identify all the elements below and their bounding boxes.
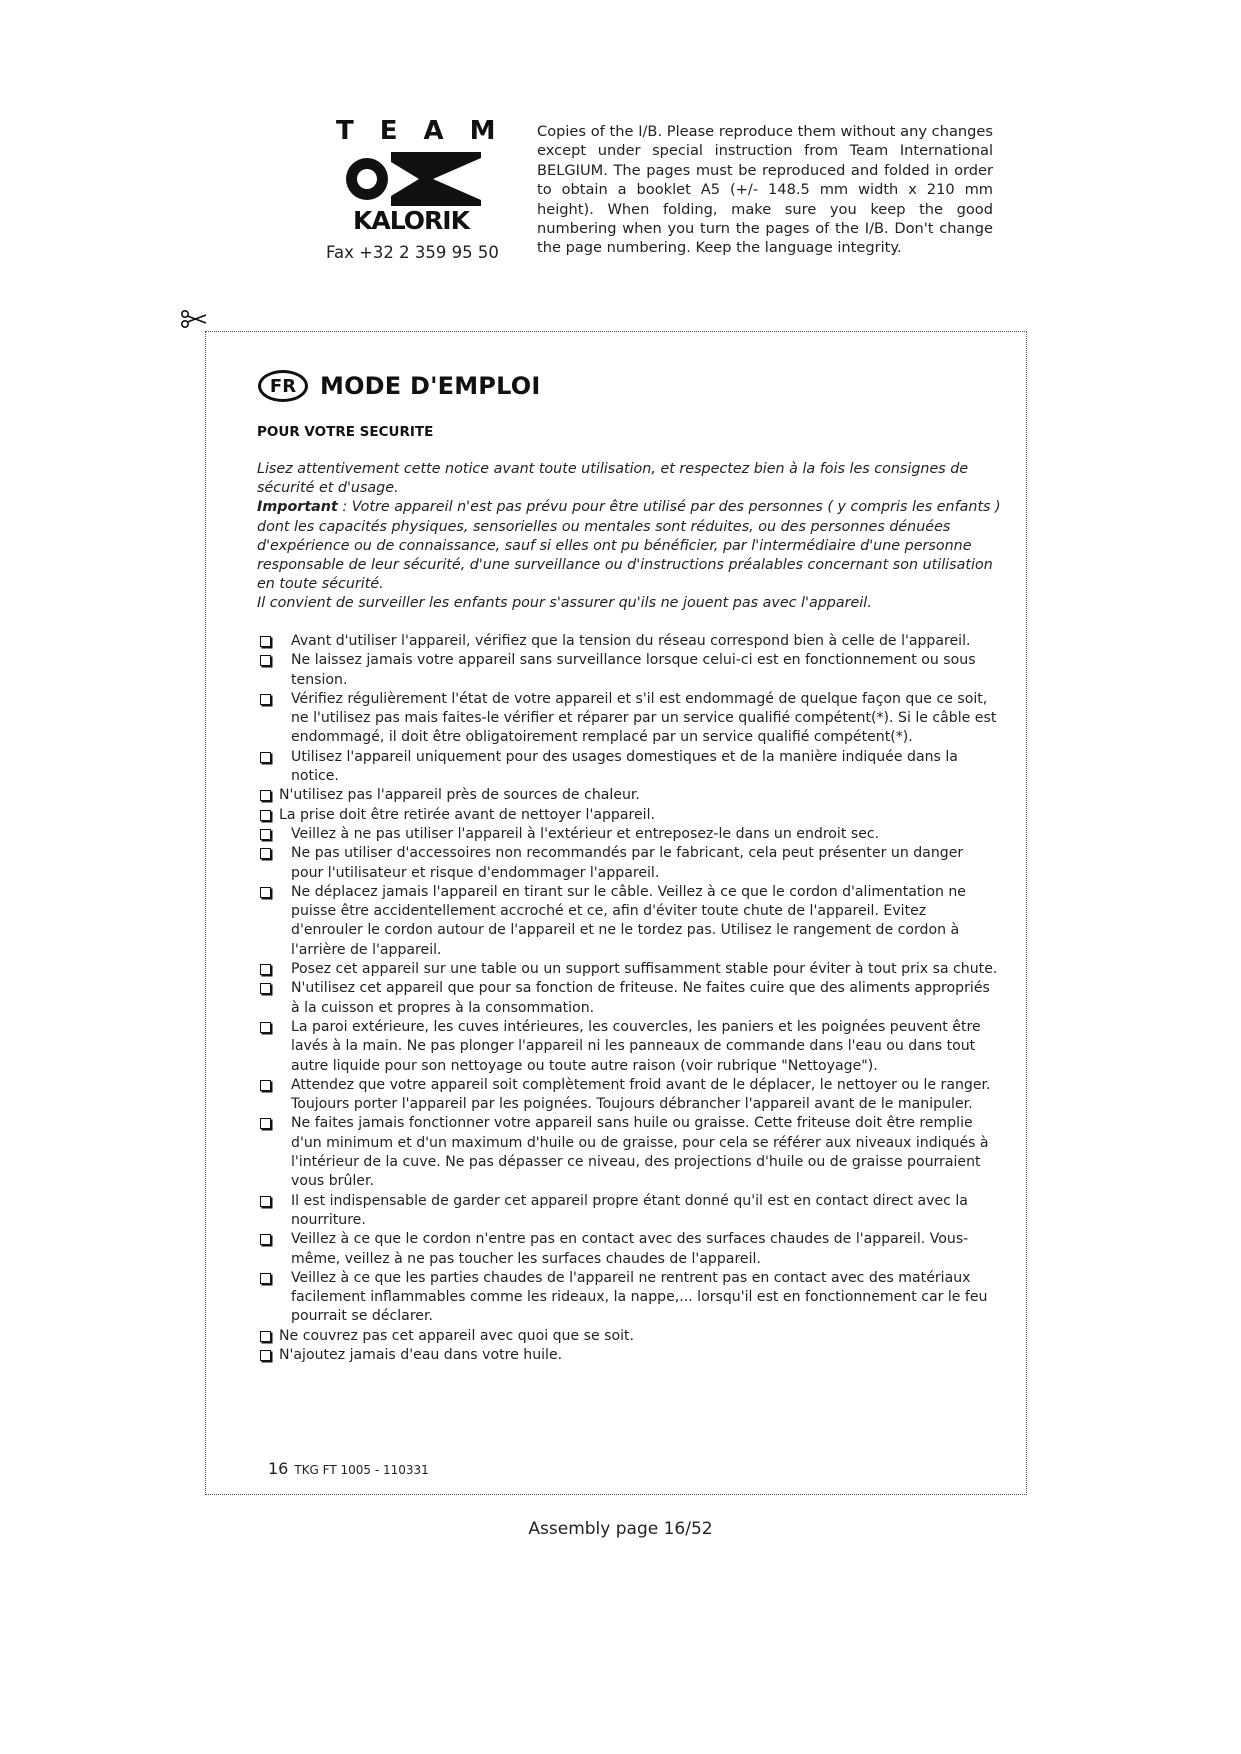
checkbox-icon bbox=[260, 983, 271, 994]
list-item-text: Avant d'utiliser l'appareil, vérifiez que la tension du réseau correspond bien à celle de l'appareil. bbox=[291, 633, 971, 649]
list-item-text: N'ajoutez jamais d'eau dans votre huile. bbox=[279, 1346, 563, 1363]
list-item-text: N'utilisez pas l'appareil près de sources de chaleur. bbox=[279, 787, 640, 804]
checkbox-icon bbox=[260, 1273, 271, 1284]
checkbox-icon bbox=[260, 1331, 271, 1342]
list-item bbox=[257, 883, 999, 960]
logo-kalorik-word: KALORIK bbox=[353, 206, 469, 235]
list-item bbox=[257, 632, 999, 651]
page-number: 16 bbox=[268, 1459, 289, 1478]
logo-team-text bbox=[336, 116, 522, 146]
list-item bbox=[257, 786, 999, 805]
list-item bbox=[257, 1346, 999, 1365]
list-item-text: Vérifiez régulièrement l'état de votre appareil et s'il est endommagé de quelque façon que ce soit, ne l'utilisez pas mais faites-le vérifier et réparer par un service qualifié compétent(*). Si le câble est endommagé, il doit être obligatoirement remplacé par un service qualifié compétent(*). bbox=[291, 690, 997, 746]
list-item bbox=[257, 1269, 999, 1327]
list-item-text: La paroi extérieure, les cuves intérieures, les couvercles, les paniers et les poignées peuvent être lavés à la main. Ne pas plonger l'appareil ni les panneaux de commande dans l'eau ou dans tout autre liquide pour son nettoyage ou toute autre raison (voir rubrique "Nettoyage"). bbox=[291, 1018, 981, 1074]
children-paragraph: Il convient de surveiller les enfants pour s'assurer qu'ils ne jouent pas avec l'appareil. bbox=[257, 595, 872, 612]
list-item-text: Ne laissez jamais votre appareil sans surveillance lorsque celui-ci est en fonctionnement ou sous tension. bbox=[291, 652, 976, 688]
list-item bbox=[257, 748, 999, 787]
intro-text bbox=[257, 460, 1007, 614]
fax-number: Fax +32 2 359 95 50 bbox=[326, 243, 499, 262]
checkbox-icon bbox=[260, 829, 271, 840]
checkbox-icon bbox=[260, 1234, 271, 1245]
checkbox-icon bbox=[260, 1080, 271, 1091]
checkbox-icon bbox=[260, 964, 271, 975]
list-item-text: Ne pas utiliser d'accessoires non recommandés par le fabricant, cela peut présenter un danger pour l'utilisateur et risque d'endommager l'appareil. bbox=[291, 845, 964, 881]
list-item bbox=[257, 690, 999, 748]
checkbox-icon bbox=[260, 655, 271, 666]
document-code: TKG FT 1005 - 110331 bbox=[294, 1463, 429, 1477]
checkbox-icon bbox=[260, 810, 271, 821]
print-instructions: Copies of the I/B. Please reproduce them without any changes except under special instruction from Team International BELGIUM. The pages must be reproduced and folded in order to obtain a booklet A5 (+/- 148.5 mm width x 210 mm height). When folding, make sure you keep the good numbering when you turn the pages of the I/B. Don't change the page numbering. Keep the language integrity. bbox=[537, 123, 993, 257]
list-item bbox=[257, 1327, 999, 1346]
section-title: POUR VOTRE SECURITE bbox=[257, 424, 434, 440]
manual-header bbox=[258, 370, 540, 402]
page-footer bbox=[268, 1459, 429, 1478]
checkbox-icon bbox=[260, 636, 271, 647]
list-item bbox=[257, 979, 999, 1018]
list-item-text: Utilisez l'appareil uniquement pour des usages domestiques et de la manière indiquée dans la notice. bbox=[291, 748, 958, 785]
checkbox-icon bbox=[260, 752, 271, 763]
list-item-text: Ne faites jamais fonctionner votre appareil sans huile ou graisse. Cette friteuse doit être remplie d'un minimum et d'un maximum d'huile ou de graisse, pour cela se référer aux niveaux indiqués à l'intérieur de la cuve. Ne pas dépasser ce niveau, des projections d'huile ou de graisse pourraient vous brûler. bbox=[291, 1115, 989, 1190]
checkbox-icon bbox=[260, 694, 271, 705]
assembly-page-label: Assembly page 16/52 bbox=[528, 1519, 713, 1539]
list-item-text: Ne déplacez jamais l'appareil en tirant sur le câble. Veillez à ce que le cordon d'alimentation ne puisse être accidentellement accroché et ce, afin d'éviter toute chute de l'appareil. Evitez d'enrouler le cordon autour de l'appareil et ne le tordez pas. Utilisez le rangement de cordon à l'arrière de l'appareil. bbox=[291, 883, 966, 958]
list-item-text: Il est indispensable de garder cet appareil propre étant donné qu'il est en contact direct avec la nourriture. bbox=[291, 1192, 968, 1228]
checkbox-icon bbox=[260, 790, 271, 801]
list-item bbox=[257, 844, 999, 883]
list-item-text: Attendez que votre appareil soit complètement froid avant de le déplacer, le nettoyer ou le ranger. Toujours porter l'appareil par les poignées. Toujours débrancher l'appareil avant de le manipuler. bbox=[291, 1076, 991, 1113]
checkbox-icon bbox=[260, 1118, 271, 1129]
page-title: MODE D'EMPLOI bbox=[320, 372, 541, 400]
list-item bbox=[257, 1076, 999, 1115]
list-item bbox=[257, 825, 999, 844]
safety-list bbox=[257, 632, 999, 1365]
kalorik-logo bbox=[336, 116, 522, 236]
list-item bbox=[257, 1114, 999, 1191]
list-item-text: Veillez à ce que les parties chaudes de l'appareil ne rentrent pas en contact avec des matériaux facilement inflammables comme les rideaux, la nappe,... lorsqu'il est en fonctionnement car le feu pourrait se déclarer. bbox=[291, 1269, 988, 1325]
list-item-text: Veillez à ce que le cordon n'entre pas en contact avec des surfaces chaudes de l'appareil. Vous-même, veillez à ne pas toucher les surfaces chaudes de l'appareil. bbox=[291, 1231, 969, 1267]
important-text: : Votre appareil n'est pas prévu pour être utilisé par des personnes ( y compris les enfants ) dont les capacités physiques, sensorielles ou mentales sont réduites, ou des personnes dénuées d'expérience ou de connaissance, sauf si elles ont pu bénéficier, par l'intermédiaire d'une personne responsable de leur sécurité, d'une surveillance ou d'instructions préalables concernant son utilisation en toute sécurité. bbox=[257, 499, 1001, 593]
checkbox-icon bbox=[260, 848, 271, 859]
list-item bbox=[257, 1230, 999, 1269]
list-item bbox=[257, 651, 999, 690]
logo-k-mark bbox=[341, 150, 481, 208]
logo-team-word: TEAM bbox=[336, 116, 522, 146]
list-item bbox=[257, 806, 999, 825]
list-item bbox=[257, 1018, 999, 1076]
list-item-text: N'utilisez cet appareil que pour sa fonction de friteuse. Ne faites cuire que des aliments appropriés à la cuisson et propres à la consommation. bbox=[291, 980, 990, 1016]
checkbox-icon bbox=[260, 1196, 271, 1207]
checkbox-icon bbox=[260, 1350, 271, 1361]
important-label: Important bbox=[257, 499, 338, 516]
list-item-text: La prise doit être retirée avant de nettoyer l'appareil. bbox=[279, 806, 655, 823]
list-item bbox=[257, 960, 999, 979]
checkbox-icon bbox=[260, 887, 271, 898]
list-item-text: Veillez à ne pas utiliser l'appareil à l'extérieur et entreposez-le dans un endroit sec. bbox=[291, 825, 880, 842]
scissors-icon bbox=[180, 308, 208, 330]
list-item bbox=[257, 1192, 999, 1231]
language-badge: FR bbox=[258, 370, 308, 402]
intro-paragraph: Lisez attentivement cette notice avant toute utilisation, et respectez bien à la fois les consignes de sécurité et d'usage. bbox=[257, 461, 969, 497]
important-paragraph bbox=[257, 498, 1007, 594]
list-item-text: Posez cet appareil sur une table ou un support suffisamment stable pour éviter à tout prix sa chute. bbox=[291, 961, 998, 978]
list-item-text: Ne couvrez pas cet appareil avec quoi que se soit. bbox=[279, 1327, 635, 1344]
checkbox-icon bbox=[260, 1022, 271, 1033]
